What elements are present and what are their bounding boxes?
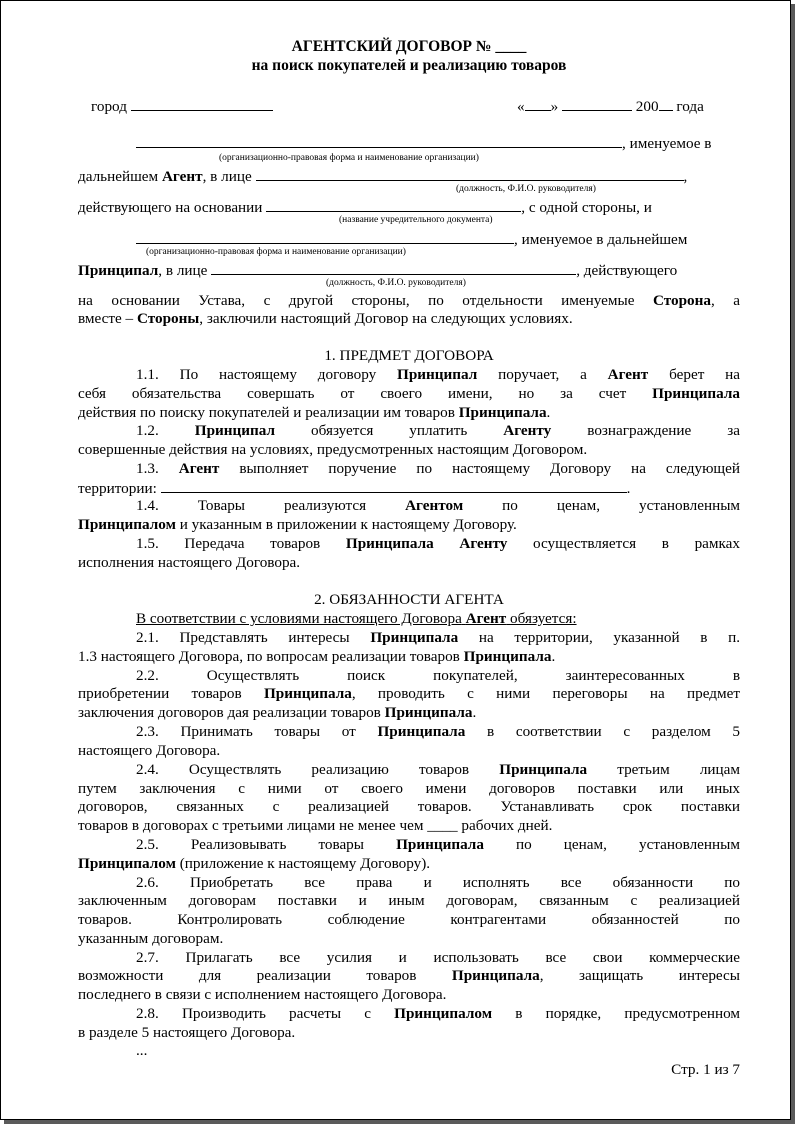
- clause-2-2-line-3: заключения договоров дая реализации товаров Принципала.: [78, 704, 477, 721]
- clause-1-1-line-3: действия по поиску покупателей и реализации им товаров Принципала.: [78, 404, 551, 421]
- clause-2-4-line-1: 2.4. Осуществлять реализацию товаров Принципала третьим лицам: [136, 761, 741, 778]
- clause-1-2-line-1: 1.2. Принципал обязуется уплатить Агенту вознаграждение за: [136, 422, 741, 439]
- document-subtitle: на поиск покупателей и реализацию товаров: [251, 57, 567, 74]
- clause-2-2-line-2: приобретении товаров Принципала, проводить с ними переговоры на предмет: [78, 685, 740, 702]
- clause-2-8-line-1: 2.8. Производить расчеты с Принципалом в порядке, предусмотренном: [136, 1005, 741, 1022]
- clause-2-3-line-2: настоящего Договора.: [78, 742, 221, 759]
- clause-2-8-line-2: в разделе 5 настоящего Договора.: [78, 1024, 296, 1041]
- party-line-2: дальнейшем Агент, в лице ,: [78, 168, 688, 185]
- clause-2-5-line-1: 2.5. Реализовывать товары Принципала по ценам, установленным: [136, 836, 740, 853]
- clause-1-3-line-2: территории: .: [78, 480, 631, 497]
- clause-1-1-line-2: себя обязательства совершать от своего имени, но за счет Принципала: [78, 385, 740, 402]
- clause-2-7-line-1: 2.7. Прилагать все усилия и использовать все свои коммерческие: [136, 949, 740, 966]
- caption-charter: (название учредительного документа): [339, 215, 493, 225]
- clause-1-2-line-2: совершенные действия на условиях, предусмотренных настоящим Договором.: [78, 441, 588, 458]
- document-title: АГЕНТСКИЙ ДОГОВОР № ____: [291, 38, 527, 55]
- date-field: « » 200 года: [517, 98, 704, 115]
- clause-2-6-line-4: указанным договорам.: [78, 930, 224, 947]
- caption-position-2: (должность, Ф.И.О. руководителя): [326, 278, 466, 288]
- clause-2-2-line-1: 2.2. Осуществлять поиск покупателей, заинтересованных в: [136, 667, 740, 684]
- clause-2-5-line-2: Принципалом (приложение к настоящему Договору).: [78, 855, 431, 872]
- clause-1-1-line-1: 1.1. По настоящему договору Принципал поручает, а Агент берет на: [136, 366, 741, 383]
- clause-2-7-line-3: последнего в связи с исполнением настоящего Договора.: [78, 986, 447, 1003]
- clause-1-5-line-2: исполнения настоящего Договора.: [78, 554, 301, 571]
- clause-2-6-line-2: заключенным договорам поставки и иным договорам, связанным с реализацией: [78, 892, 740, 909]
- clause-2-6-line-3: товаров. Контролировать соблюдение контрагентами обязанностей по: [78, 911, 740, 928]
- clause-2-3-line-1: 2.3. Принимать товары от Принципала в соответствии с разделом 5: [136, 723, 741, 740]
- party-line-4: , именуемое в дальнейшем: [78, 230, 740, 249]
- continuation-ellipsis: ...: [136, 1042, 148, 1059]
- caption-org-form: (организационно-правовая форма и наименование организации): [219, 153, 479, 163]
- clause-1-4-line-1: 1.4. Товары реализуются Агентом по ценам, установленным: [136, 497, 741, 514]
- section-2-intro: В соответствии с условиями настоящего Договора Агент обязуется:: [136, 610, 577, 627]
- city-blank: [131, 97, 273, 111]
- clause-2-4-line-4: товаров в договорах с третьими лицами не менее чем ____ рабочих дней.: [78, 817, 553, 834]
- party-line-3: действующего на основании , с одной стороны, и: [78, 199, 652, 216]
- clause-2-1-line-1: 2.1. Представлять интересы Принципала на территории, указанной в п.: [136, 629, 741, 646]
- agent-org-blank: [136, 134, 622, 148]
- city-label: город: [91, 98, 127, 115]
- clause-2-4-line-2: путем заключения с ними от своего имени договоров поставки или иных: [78, 780, 740, 797]
- party-line-7: вместе – Стороны, заключили настоящий Договор на следующих условиях.: [78, 310, 573, 327]
- clause-2-1-line-2: 1.3 настоящего Договора, по вопросам реализации товаров Принципала.: [78, 648, 556, 665]
- caption-org-form-2: (организационно-правовая форма и наименование организации): [146, 247, 406, 257]
- place-date-line: [91, 97, 741, 116]
- caption-position: (должность, Ф.И.О. руководителя): [456, 184, 596, 194]
- section-2-heading: 2. ОБЯЗАННОСТИ АГЕНТА: [314, 591, 504, 608]
- clause-2-7-line-2: возможности для реализации товаров Принципала, защищать интересы: [78, 967, 740, 984]
- clause-1-4-line-2: Принципалом и указанным в приложении к настоящему Договору.: [78, 516, 517, 533]
- party-line-1: , именуемое в: [78, 134, 740, 153]
- clause-2-4-line-3: договоров, связанных с реализацией товаров. Устанавливать срок поставки: [78, 798, 740, 815]
- page-number: Стр. 1 из 7: [671, 1061, 740, 1078]
- clause-2-6-line-1: 2.6. Приобретать все права и исполнять все обязанности по: [136, 874, 740, 891]
- section-1-heading: 1. ПРЕДМЕТ ДОГОВОРА: [324, 347, 494, 364]
- clause-1-3-line-1: 1.3. Агент выполняет поручение по настоящему Договору на следующей: [136, 460, 740, 477]
- clause-1-5-line-1: 1.5. Передача товаров Принципала Агенту осуществляется в рамках: [136, 535, 741, 552]
- party-line-6: на основании Устава, с другой стороны, по отдельности именуемые Сторона, а: [78, 292, 740, 309]
- party-line-5: Принципал, в лице , действующего: [78, 262, 678, 279]
